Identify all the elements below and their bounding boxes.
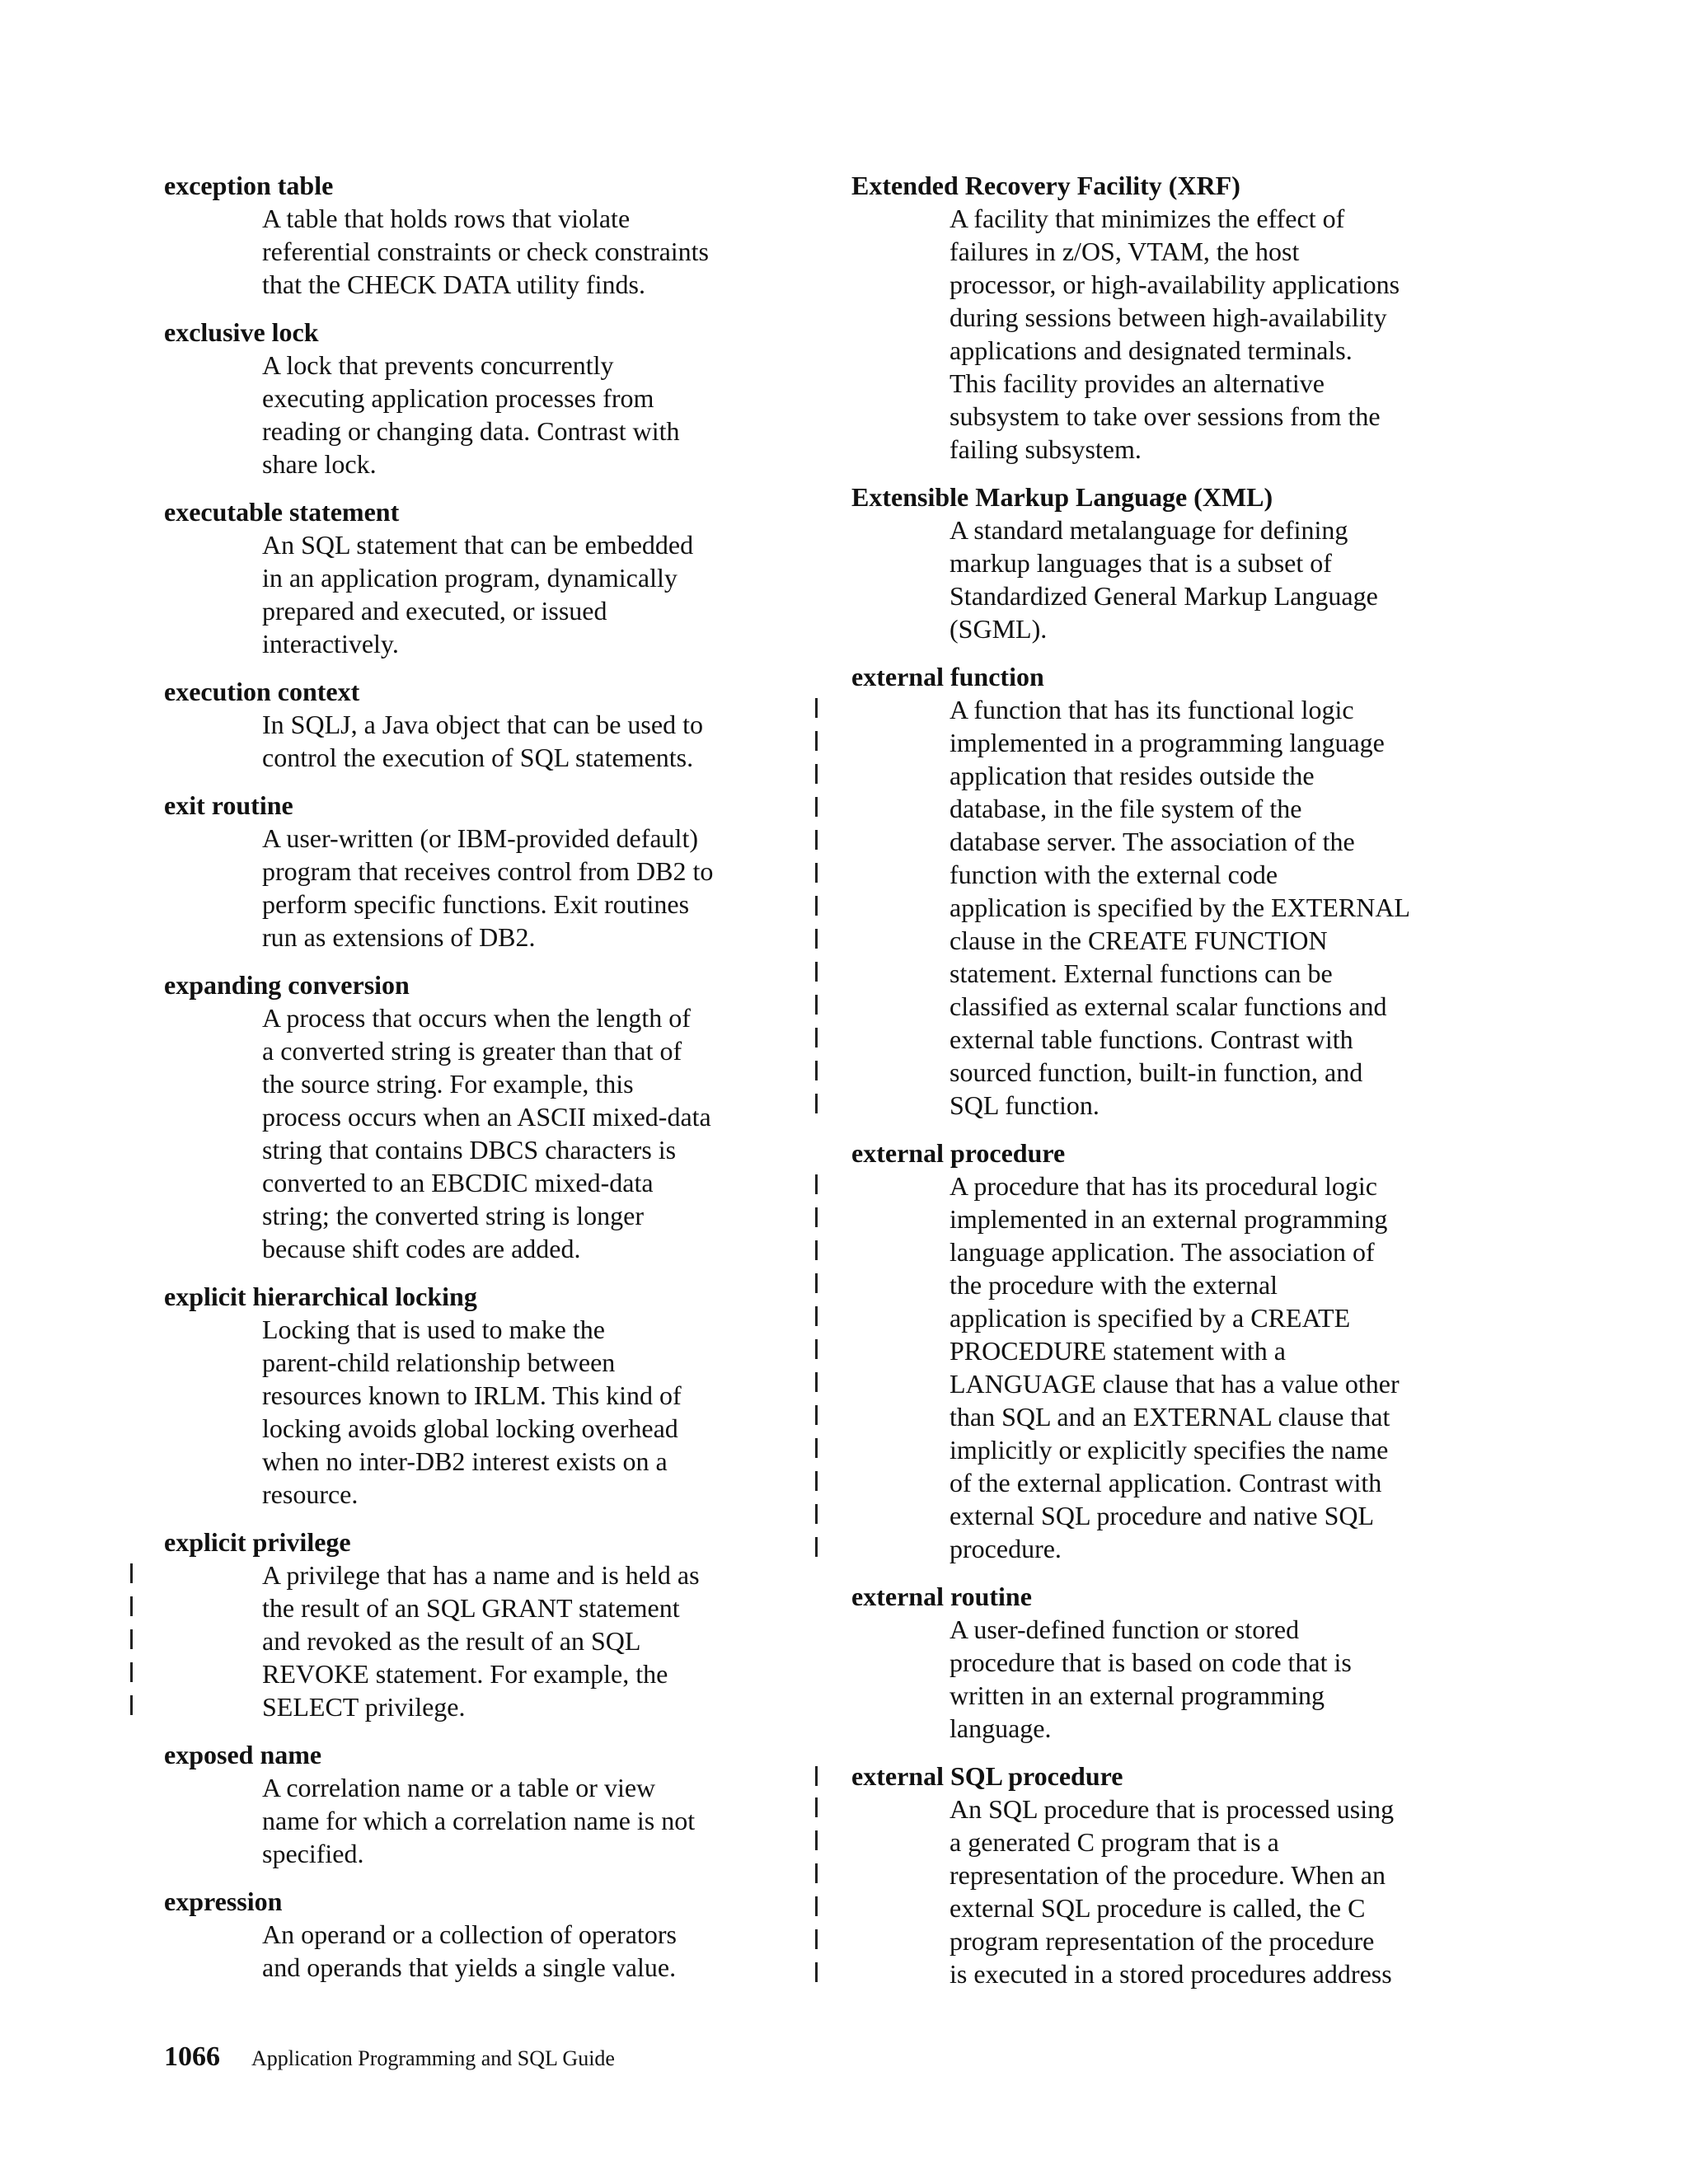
definition-line: because shift codes are added. xyxy=(262,1234,581,1263)
glossary-entry xyxy=(164,789,823,954)
glossary-entry xyxy=(164,968,823,1265)
left-glossary-column xyxy=(164,169,823,1999)
right-glossary-column xyxy=(851,169,1511,2005)
glossary-definition xyxy=(262,202,823,301)
changed-definition-line: external SQL procedure is called, the C xyxy=(950,1891,1511,1924)
glossary-definition xyxy=(262,1918,823,1984)
changed-definition-line: statement. External functions can be xyxy=(950,957,1511,990)
definition-line: control the execution of SQL statements. xyxy=(262,743,694,772)
changed-definition-line: than SQL and an EXTERNAL clause that xyxy=(950,1400,1511,1433)
glossary-term: explicit hierarchical locking xyxy=(164,1282,477,1311)
definition-line: during sessions between high-availability xyxy=(950,302,1387,332)
changed-definition-line: external table functions. Contrast with xyxy=(950,1023,1511,1056)
definition-line: the source string. For example, this xyxy=(262,1069,634,1099)
glossary-definition xyxy=(950,513,1511,645)
definition-line: language. xyxy=(950,1713,1052,1743)
glossary-term: external procedure xyxy=(851,1138,1066,1168)
page-number: 1066 xyxy=(164,2041,220,2072)
definition-line: interactively. xyxy=(262,629,399,658)
changed-definition-line: A privilege that has a name and is held as xyxy=(262,1558,823,1591)
glossary-entry xyxy=(164,1885,823,1984)
changed-definition-line: PROCEDURE statement with a xyxy=(950,1334,1511,1367)
definition-line: perform specific functions. Exit routines xyxy=(262,889,690,919)
definition-line: in an application program, dynamically xyxy=(262,563,678,593)
definition-line: locking avoids global locking overhead xyxy=(262,1413,678,1443)
changed-definition-line: clause in the CREATE FUNCTION xyxy=(950,924,1511,957)
definition-line: written in an external programming xyxy=(950,1680,1325,1710)
definition-line: An operand or a collection of operators xyxy=(262,1919,677,1949)
definition-line: processor, or high-availability applications xyxy=(950,269,1400,299)
definition-line: converted to an EBCDIC mixed-data xyxy=(262,1168,654,1197)
changed-definition-line: SQL function. xyxy=(950,1089,1511,1122)
definition-line: run as extensions of DB2. xyxy=(262,922,536,952)
changed-definition-line: An SQL procedure that is processed using xyxy=(950,1793,1511,1825)
definition-line: resources known to IRLM. This kind of xyxy=(262,1380,682,1410)
changed-definition-line: representation of the procedure. When an xyxy=(950,1858,1511,1891)
glossary-term: exception table xyxy=(164,171,334,200)
definition-line: markup languages that is a subset of xyxy=(950,548,1332,578)
changed-definition-line: sourced function, built-in function, and xyxy=(950,1056,1511,1089)
glossary-definition xyxy=(262,349,823,480)
changed-definition-line: A procedure that has its procedural logic xyxy=(950,1169,1511,1202)
glossary-term: explicit privilege xyxy=(164,1527,351,1557)
definition-line: A table that holds rows that violate xyxy=(262,204,631,233)
glossary-entry xyxy=(851,1760,1511,1990)
glossary-definition xyxy=(262,822,823,954)
glossary-entry xyxy=(851,1137,1511,1565)
changed-definition-line: and revoked as the result of an SQL xyxy=(262,1624,823,1657)
changed-definition-line: of the external application. Contrast with xyxy=(950,1466,1511,1499)
definition-line: An SQL statement that can be embedded xyxy=(262,530,694,560)
definition-line: process occurs when an ASCII mixed-data xyxy=(262,1102,711,1132)
definition-line: string; the converted string is longer xyxy=(262,1201,645,1230)
page-footer xyxy=(164,2041,615,2073)
definition-line: and operands that yields a single value. xyxy=(262,1952,677,1982)
glossary-definition xyxy=(262,1771,823,1870)
changed-definition-line: external SQL procedure and native SQL xyxy=(950,1499,1511,1532)
glossary-definition xyxy=(262,1558,823,1723)
definition-line: failures in z/OS, VTAM, the host xyxy=(950,237,1300,266)
changed-definition-line: implicitly or explicitly specifies the name xyxy=(950,1433,1511,1466)
definition-line: subsystem to take over sessions from the xyxy=(950,401,1381,431)
glossary-entry xyxy=(164,1526,823,1723)
glossary-definition xyxy=(262,708,823,774)
glossary-entry xyxy=(851,169,1511,466)
glossary-entry xyxy=(851,480,1511,645)
glossary-definition xyxy=(950,693,1511,1122)
changed-definition-line: LANGUAGE clause that has a value other xyxy=(950,1367,1511,1400)
glossary-definition xyxy=(950,1613,1511,1745)
changed-definition-line: the result of an SQL GRANT statement xyxy=(262,1591,823,1624)
definition-line: Standardized General Markup Language xyxy=(950,581,1378,611)
glossary-entry xyxy=(164,495,823,660)
glossary-term: exit routine xyxy=(164,790,293,820)
changed-definition-line: a generated C program that is a xyxy=(950,1825,1511,1858)
glossary-definition xyxy=(262,1313,823,1511)
definition-line: A facility that minimizes the effect of xyxy=(950,204,1345,233)
glossary-term: execution context xyxy=(164,677,360,706)
glossary-entry xyxy=(851,660,1511,1122)
definition-line: reading or changing data. Contrast with xyxy=(262,416,680,446)
definition-line: name for which a correlation name is not xyxy=(262,1806,696,1835)
definition-line: In SQLJ, a Java object that can be used to xyxy=(262,710,703,739)
definition-line: applications and designated terminals. xyxy=(950,335,1353,365)
book-title: Application Programming and SQL Guide xyxy=(251,2046,615,2070)
definition-line: share lock. xyxy=(262,449,377,479)
glossary-term: expression xyxy=(164,1886,283,1916)
definition-line: a converted string is greater than that of xyxy=(262,1036,682,1066)
definition-line: A user-written (or IBM-provided default) xyxy=(262,823,698,853)
glossary-term: external SQL procedure xyxy=(851,1760,1511,1793)
definition-line: parent-child relationship between xyxy=(262,1347,616,1377)
definition-line: A standard metalanguage for defining xyxy=(950,515,1348,545)
definition-line: procedure that is based on code that is xyxy=(950,1647,1352,1677)
glossary-term: exclusive lock xyxy=(164,317,319,347)
definition-line: A process that occurs when the length of xyxy=(262,1003,691,1033)
glossary-entry xyxy=(164,1738,823,1870)
changed-definition-line: function with the external code xyxy=(950,858,1511,891)
glossary-term: exposed name xyxy=(164,1740,322,1769)
glossary-definition xyxy=(262,528,823,660)
definition-line: that the CHECK DATA utility finds. xyxy=(262,269,645,299)
definition-line: executing application processes from xyxy=(262,383,654,413)
definition-line: when no inter-DB2 interest exists on a xyxy=(262,1446,668,1476)
changed-definition-line: implemented in an external programming xyxy=(950,1202,1511,1235)
changed-definition-line: application is specified by the EXTERNAL xyxy=(950,891,1511,924)
changed-definition-line: is executed in a stored procedures address xyxy=(950,1957,1511,1990)
changed-definition-line: A function that has its functional logic xyxy=(950,693,1511,726)
glossary-definition xyxy=(950,1793,1511,1990)
definition-line: resource. xyxy=(262,1479,359,1509)
glossary-entry xyxy=(164,316,823,480)
glossary-definition xyxy=(950,1169,1511,1565)
glossary-term: expanding conversion xyxy=(164,970,410,1000)
glossary-term: Extended Recovery Facility (XRF) xyxy=(851,171,1240,200)
glossary-definition xyxy=(262,1001,823,1265)
changed-definition-line: database server. The association of the xyxy=(950,825,1511,858)
changed-definition-line: program representation of the procedure xyxy=(950,1924,1511,1957)
glossary-term: executable statement xyxy=(164,497,400,527)
definition-line: A lock that prevents concurrently xyxy=(262,350,614,380)
changed-definition-line: application is specified by a CREATE xyxy=(950,1301,1511,1334)
changed-definition-line: REVOKE statement. For example, the xyxy=(262,1657,823,1690)
definition-line: prepared and executed, or issued xyxy=(262,596,607,626)
changed-definition-line: procedure. xyxy=(950,1532,1511,1565)
glossary-definition xyxy=(950,202,1511,466)
changed-definition-line: SELECT privilege. xyxy=(262,1690,823,1723)
changed-definition-line: implemented in a programming language xyxy=(950,726,1511,759)
glossary-term: external routine xyxy=(851,1582,1032,1611)
changed-definition-line: application that resides outside the xyxy=(950,759,1511,792)
definition-line: program that receives control from DB2 to xyxy=(262,856,714,886)
glossary-entry xyxy=(164,675,823,774)
definition-line: failing subsystem. xyxy=(950,434,1142,464)
glossary-entry xyxy=(164,169,823,301)
definition-line: (SGML). xyxy=(950,614,1048,644)
changed-definition-line: language application. The association of xyxy=(950,1235,1511,1268)
glossary-term: external function xyxy=(851,662,1044,691)
glossary-entry xyxy=(851,1580,1511,1745)
changed-definition-line: database, in the file system of the xyxy=(950,792,1511,825)
definition-line: This facility provides an alternative xyxy=(950,368,1325,398)
changed-definition-line: the procedure with the external xyxy=(950,1268,1511,1301)
definition-line: specified. xyxy=(262,1839,364,1868)
glossary-term: Extensible Markup Language (XML) xyxy=(851,482,1273,512)
definition-line: A correlation name or a table or view xyxy=(262,1773,656,1802)
definition-line: referential constraints or check constraints xyxy=(262,237,709,266)
changed-definition-line: classified as external scalar functions and xyxy=(950,990,1511,1023)
definition-line: Locking that is used to make the xyxy=(262,1315,605,1344)
definition-line: A user-defined function or stored xyxy=(950,1615,1300,1644)
glossary-entry xyxy=(164,1280,823,1511)
definition-line: string that contains DBCS characters is xyxy=(262,1135,677,1165)
